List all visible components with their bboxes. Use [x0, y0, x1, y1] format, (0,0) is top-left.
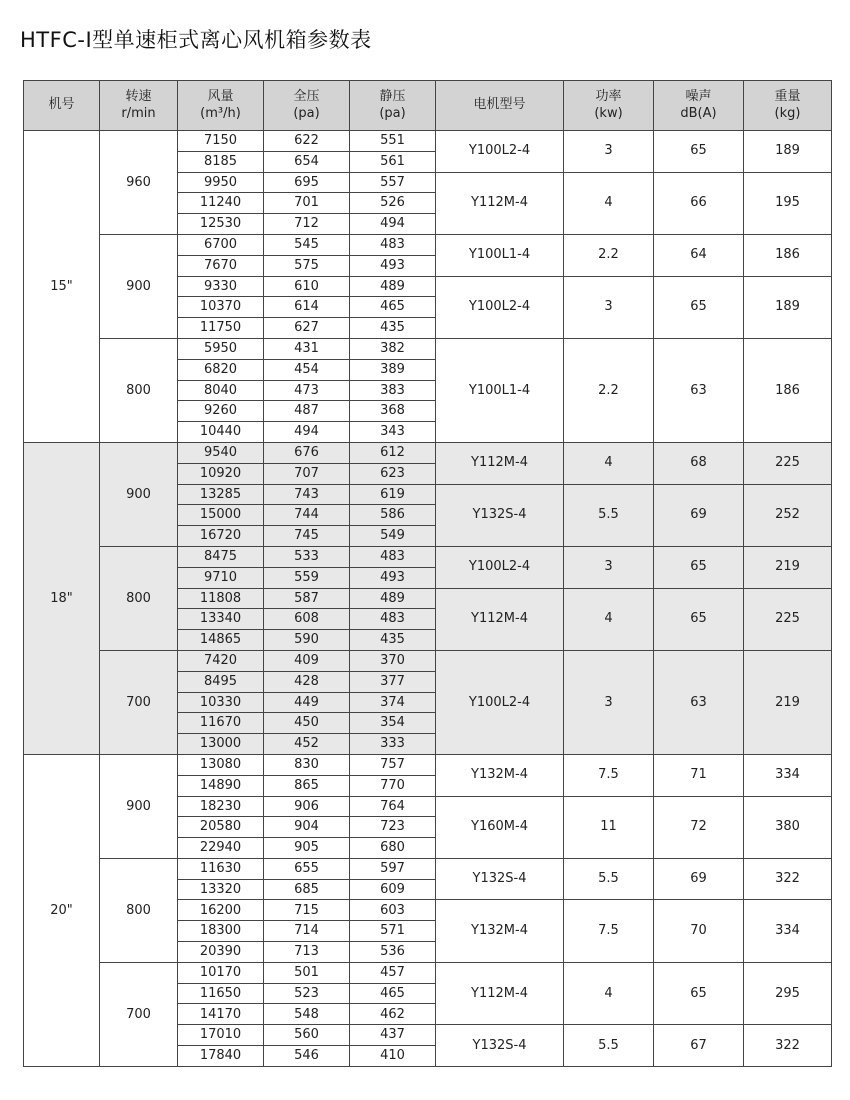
total-pressure-cell: 454 — [264, 359, 350, 380]
total-pressure-cell: 450 — [264, 713, 350, 734]
total-pressure-cell: 487 — [264, 401, 350, 422]
header-label: 静压 — [379, 89, 406, 105]
total-pressure-cell: 546 — [264, 1046, 350, 1067]
airflow-cell: 6700 — [178, 234, 264, 255]
model-group — [24, 754, 832, 1066]
static-pressure-cell: 494 — [350, 214, 436, 235]
header-power — [564, 81, 654, 131]
static-pressure-cell: 551 — [350, 131, 436, 152]
airflow-cell: 11240 — [178, 193, 264, 214]
page-title: HTFC-I型单速柜式离心风机箱参数表 — [20, 28, 372, 52]
noise-cell: 65 — [654, 588, 744, 650]
weight-cell: 225 — [744, 588, 832, 650]
header-label: 全压 — [293, 89, 320, 105]
table-row — [24, 234, 832, 255]
motor-model-cell: Y132S-4 — [436, 858, 564, 900]
static-pressure-cell: 382 — [350, 338, 436, 359]
static-pressure-cell: 410 — [350, 1046, 436, 1067]
speed-cell: 800 — [100, 338, 178, 442]
airflow-cell: 11670 — [178, 713, 264, 734]
motor-model-cell: Y100L1-4 — [436, 234, 564, 276]
static-pressure-cell: 377 — [350, 671, 436, 692]
total-pressure-cell: 685 — [264, 879, 350, 900]
header-label: 噪声 — [685, 89, 712, 105]
weight-cell: 189 — [744, 131, 832, 173]
motor-model-cell: Y100L1-4 — [436, 338, 564, 442]
power-cell: 3 — [564, 131, 654, 173]
speed-cell: 900 — [100, 442, 178, 546]
total-pressure-cell: 501 — [264, 962, 350, 983]
table-row — [24, 962, 832, 983]
static-pressure-cell: 723 — [350, 817, 436, 838]
static-pressure-cell: 586 — [350, 505, 436, 526]
static-pressure-cell: 557 — [350, 172, 436, 193]
total-pressure-cell: 714 — [264, 921, 350, 942]
header-unit: (kw) — [594, 105, 623, 121]
airflow-cell: 13340 — [178, 609, 264, 630]
static-pressure-cell: 483 — [350, 546, 436, 567]
motor-model-cell: Y112M-4 — [436, 172, 564, 234]
noise-cell: 68 — [654, 442, 744, 484]
total-pressure-cell: 473 — [264, 380, 350, 401]
static-pressure-cell: 389 — [350, 359, 436, 380]
power-cell: 5.5 — [564, 484, 654, 546]
weight-cell: 225 — [744, 442, 832, 484]
header-label: 机号 — [48, 97, 75, 113]
model-number-cell: 18" — [24, 442, 100, 754]
motor-model-cell: Y132M-4 — [436, 754, 564, 796]
speed-cell: 960 — [100, 131, 178, 235]
airflow-cell: 17010 — [178, 1025, 264, 1046]
airflow-cell: 5950 — [178, 338, 264, 359]
total-pressure-cell: 610 — [264, 276, 350, 297]
static-pressure-cell: 526 — [350, 193, 436, 214]
weight-cell: 295 — [744, 962, 832, 1024]
power-cell: 3 — [564, 546, 654, 588]
airflow-cell: 11750 — [178, 318, 264, 339]
static-pressure-cell: 465 — [350, 983, 436, 1004]
airflow-cell: 8185 — [178, 151, 264, 172]
static-pressure-cell: 561 — [350, 151, 436, 172]
airflow-cell: 7420 — [178, 650, 264, 671]
total-pressure-cell: 452 — [264, 734, 350, 755]
airflow-cell: 10440 — [178, 422, 264, 443]
noise-cell: 71 — [654, 754, 744, 796]
static-pressure-cell: 571 — [350, 921, 436, 942]
airflow-cell: 11630 — [178, 858, 264, 879]
power-cell: 7.5 — [564, 754, 654, 796]
total-pressure-cell: 431 — [264, 338, 350, 359]
motor-model-cell: Y100L2-4 — [436, 131, 564, 173]
static-pressure-cell: 549 — [350, 526, 436, 547]
total-pressure-cell: 590 — [264, 630, 350, 651]
total-pressure-cell: 695 — [264, 172, 350, 193]
static-pressure-cell: 437 — [350, 1025, 436, 1046]
total-pressure-cell: 575 — [264, 255, 350, 276]
total-pressure-cell: 587 — [264, 588, 350, 609]
total-pressure-cell: 712 — [264, 214, 350, 235]
airflow-cell: 13000 — [178, 734, 264, 755]
motor-model-cell: Y112M-4 — [436, 962, 564, 1024]
motor-model-cell: Y132M-4 — [436, 900, 564, 962]
weight-cell: 322 — [744, 1025, 832, 1067]
model-group — [24, 442, 832, 754]
airflow-cell: 20390 — [178, 942, 264, 963]
static-pressure-cell: 489 — [350, 588, 436, 609]
power-cell: 3 — [564, 650, 654, 754]
airflow-cell: 9950 — [178, 172, 264, 193]
total-pressure-cell: 494 — [264, 422, 350, 443]
noise-cell: 65 — [654, 962, 744, 1024]
total-pressure-cell: 622 — [264, 131, 350, 152]
noise-cell: 69 — [654, 484, 744, 546]
noise-cell: 70 — [654, 900, 744, 962]
weight-cell: 186 — [744, 338, 832, 442]
model-number-cell: 20" — [24, 754, 100, 1066]
static-pressure-cell: 536 — [350, 942, 436, 963]
airflow-cell: 14865 — [178, 630, 264, 651]
weight-cell: 334 — [744, 900, 832, 962]
total-pressure-cell: 428 — [264, 671, 350, 692]
weight-cell: 322 — [744, 858, 832, 900]
motor-model-cell: Y112M-4 — [436, 442, 564, 484]
weight-cell: 186 — [744, 234, 832, 276]
airflow-cell: 13285 — [178, 484, 264, 505]
airflow-cell: 7150 — [178, 131, 264, 152]
static-pressure-cell: 483 — [350, 609, 436, 630]
airflow-cell: 11650 — [178, 983, 264, 1004]
motor-model-cell: Y112M-4 — [436, 588, 564, 650]
noise-cell: 66 — [654, 172, 744, 234]
header-row — [24, 81, 832, 131]
static-pressure-cell: 370 — [350, 650, 436, 671]
total-pressure-cell: 449 — [264, 692, 350, 713]
static-pressure-cell: 764 — [350, 796, 436, 817]
total-pressure-cell: 545 — [264, 234, 350, 255]
airflow-cell: 9710 — [178, 567, 264, 588]
total-pressure-cell: 904 — [264, 817, 350, 838]
header-unit: r/min — [121, 105, 156, 121]
header-model-number — [24, 81, 100, 131]
header-noise — [654, 81, 744, 131]
total-pressure-cell: 713 — [264, 942, 350, 963]
airflow-cell: 22940 — [178, 838, 264, 859]
weight-cell: 219 — [744, 546, 832, 588]
airflow-cell: 11808 — [178, 588, 264, 609]
header-unit: (kg) — [774, 105, 801, 121]
static-pressure-cell: 343 — [350, 422, 436, 443]
total-pressure-cell: 743 — [264, 484, 350, 505]
speed-cell: 700 — [100, 962, 178, 1066]
airflow-cell: 12530 — [178, 214, 264, 235]
static-pressure-cell: 435 — [350, 630, 436, 651]
total-pressure-cell: 655 — [264, 858, 350, 879]
airflow-cell: 8495 — [178, 671, 264, 692]
airflow-cell: 16720 — [178, 526, 264, 547]
power-cell: 11 — [564, 796, 654, 858]
static-pressure-cell: 619 — [350, 484, 436, 505]
motor-model-cell: Y100L2-4 — [436, 650, 564, 754]
header-label: 转速 — [125, 89, 152, 105]
header-static-pressure — [350, 81, 436, 131]
total-pressure-cell: 608 — [264, 609, 350, 630]
noise-cell: 64 — [654, 234, 744, 276]
table-row — [24, 546, 832, 567]
total-pressure-cell: 905 — [264, 838, 350, 859]
airflow-cell: 10330 — [178, 692, 264, 713]
total-pressure-cell: 560 — [264, 1025, 350, 1046]
noise-cell: 65 — [654, 546, 744, 588]
airflow-cell: 18230 — [178, 796, 264, 817]
static-pressure-cell: 383 — [350, 380, 436, 401]
power-cell: 4 — [564, 962, 654, 1024]
airflow-cell: 8040 — [178, 380, 264, 401]
header-motor-model — [436, 81, 564, 131]
noise-cell: 69 — [654, 858, 744, 900]
table-row — [24, 338, 832, 359]
header-unit: (pa) — [379, 105, 406, 121]
static-pressure-cell: 435 — [350, 318, 436, 339]
static-pressure-cell: 493 — [350, 567, 436, 588]
weight-cell: 334 — [744, 754, 832, 796]
airflow-cell: 6820 — [178, 359, 264, 380]
airflow-cell: 9540 — [178, 442, 264, 463]
static-pressure-cell: 368 — [350, 401, 436, 422]
airflow-cell: 17840 — [178, 1046, 264, 1067]
weight-cell: 380 — [744, 796, 832, 858]
header-unit: (m³/h) — [200, 105, 241, 121]
static-pressure-cell: 757 — [350, 754, 436, 775]
airflow-cell: 15000 — [178, 505, 264, 526]
airflow-cell: 9330 — [178, 276, 264, 297]
power-cell: 2.2 — [564, 338, 654, 442]
total-pressure-cell: 707 — [264, 463, 350, 484]
speed-cell: 700 — [100, 650, 178, 754]
airflow-cell: 10920 — [178, 463, 264, 484]
power-cell: 4 — [564, 588, 654, 650]
power-cell: 7.5 — [564, 900, 654, 962]
airflow-cell: 9260 — [178, 401, 264, 422]
header-label: 重量 — [774, 89, 801, 105]
model-number-cell: 15" — [24, 131, 100, 443]
header-label: 电机型号 — [473, 97, 526, 113]
power-cell: 5.5 — [564, 858, 654, 900]
total-pressure-cell: 614 — [264, 297, 350, 318]
motor-model-cell: Y132S-4 — [436, 1025, 564, 1067]
table-row — [24, 442, 832, 463]
motor-model-cell: Y160M-4 — [436, 796, 564, 858]
header-unit: dB(A) — [680, 105, 717, 121]
noise-cell: 67 — [654, 1025, 744, 1067]
airflow-cell: 10170 — [178, 962, 264, 983]
airflow-cell: 13320 — [178, 879, 264, 900]
total-pressure-cell: 865 — [264, 775, 350, 796]
total-pressure-cell: 533 — [264, 546, 350, 567]
airflow-cell: 14170 — [178, 1004, 264, 1025]
power-cell: 5.5 — [564, 1025, 654, 1067]
table-row — [24, 131, 832, 152]
airflow-cell: 16200 — [178, 900, 264, 921]
airflow-cell: 13080 — [178, 754, 264, 775]
airflow-cell: 7670 — [178, 255, 264, 276]
total-pressure-cell: 715 — [264, 900, 350, 921]
noise-cell: 63 — [654, 650, 744, 754]
total-pressure-cell: 523 — [264, 983, 350, 1004]
static-pressure-cell: 609 — [350, 879, 436, 900]
total-pressure-cell: 559 — [264, 567, 350, 588]
noise-cell: 65 — [654, 276, 744, 338]
static-pressure-cell: 603 — [350, 900, 436, 921]
static-pressure-cell: 333 — [350, 734, 436, 755]
total-pressure-cell: 676 — [264, 442, 350, 463]
header-total-pressure — [264, 81, 350, 131]
airflow-cell: 10370 — [178, 297, 264, 318]
fan-parameter-table — [23, 80, 832, 1067]
header-weight — [744, 81, 832, 131]
table-row — [24, 754, 832, 775]
total-pressure-cell: 701 — [264, 193, 350, 214]
static-pressure-cell: 465 — [350, 297, 436, 318]
static-pressure-cell: 623 — [350, 463, 436, 484]
speed-cell: 800 — [100, 858, 178, 962]
static-pressure-cell: 489 — [350, 276, 436, 297]
power-cell: 4 — [564, 172, 654, 234]
total-pressure-cell: 745 — [264, 526, 350, 547]
static-pressure-cell: 680 — [350, 838, 436, 859]
airflow-cell: 8475 — [178, 546, 264, 567]
table-header — [24, 81, 832, 131]
weight-cell: 189 — [744, 276, 832, 338]
table-row — [24, 650, 832, 671]
model-group — [24, 131, 832, 443]
total-pressure-cell: 627 — [264, 318, 350, 339]
speed-cell: 800 — [100, 546, 178, 650]
airflow-cell: 18300 — [178, 921, 264, 942]
table-row — [24, 858, 832, 879]
power-cell: 2.2 — [564, 234, 654, 276]
motor-model-cell: Y100L2-4 — [436, 546, 564, 588]
motor-model-cell: Y100L2-4 — [436, 276, 564, 338]
airflow-cell: 14890 — [178, 775, 264, 796]
total-pressure-cell: 830 — [264, 754, 350, 775]
total-pressure-cell: 409 — [264, 650, 350, 671]
speed-cell: 900 — [100, 234, 178, 338]
static-pressure-cell: 770 — [350, 775, 436, 796]
header-label: 功率 — [595, 89, 622, 105]
static-pressure-cell: 483 — [350, 234, 436, 255]
noise-cell: 65 — [654, 131, 744, 173]
static-pressure-cell: 374 — [350, 692, 436, 713]
static-pressure-cell: 457 — [350, 962, 436, 983]
power-cell: 4 — [564, 442, 654, 484]
noise-cell: 63 — [654, 338, 744, 442]
noise-cell: 72 — [654, 796, 744, 858]
weight-cell: 195 — [744, 172, 832, 234]
airflow-cell: 20580 — [178, 817, 264, 838]
static-pressure-cell: 462 — [350, 1004, 436, 1025]
total-pressure-cell: 654 — [264, 151, 350, 172]
weight-cell: 252 — [744, 484, 832, 546]
static-pressure-cell: 597 — [350, 858, 436, 879]
weight-cell: 219 — [744, 650, 832, 754]
static-pressure-cell: 493 — [350, 255, 436, 276]
static-pressure-cell: 354 — [350, 713, 436, 734]
total-pressure-cell: 906 — [264, 796, 350, 817]
motor-model-cell: Y132S-4 — [436, 484, 564, 546]
speed-cell: 900 — [100, 754, 178, 858]
static-pressure-cell: 612 — [350, 442, 436, 463]
header-unit: (pa) — [293, 105, 320, 121]
header-airflow — [178, 81, 264, 131]
header-label: 风量 — [207, 89, 234, 105]
total-pressure-cell: 548 — [264, 1004, 350, 1025]
total-pressure-cell: 744 — [264, 505, 350, 526]
power-cell: 3 — [564, 276, 654, 338]
header-speed — [100, 81, 178, 131]
